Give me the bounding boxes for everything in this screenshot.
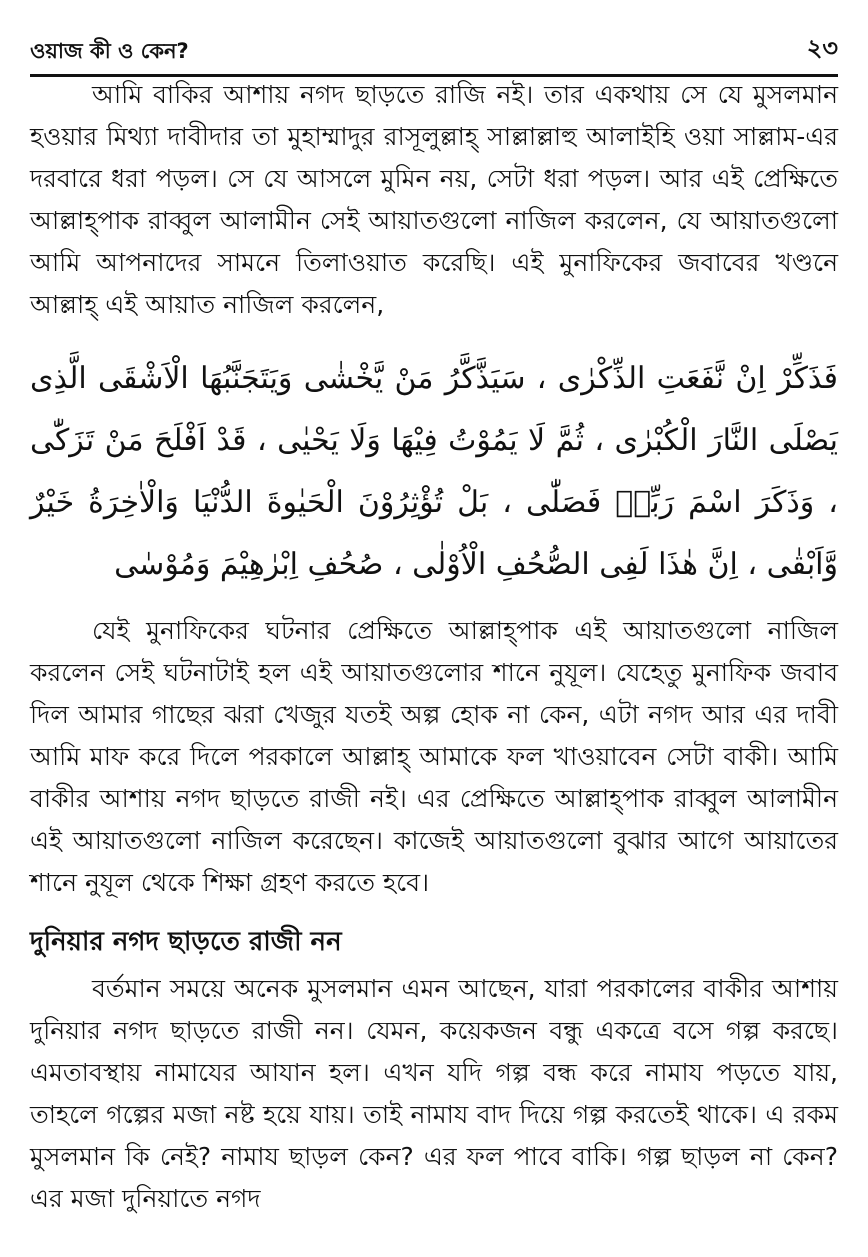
- running-title: ওয়াজ কী ও কেন?: [30, 39, 189, 63]
- arabic-verses: فَذَكِّرْ اِنْ نَّفَعَتِ الذِّكْرٰى ، سَيَذَّكَّرُ مَنْ يَّخْشٰى وَيَتَجَنَّبُهَا الْاَشْقَى الَّذِى يَصْلَى النَّارَ الْكُبْرٰى ، ثُمَّ لَا يَمُوْتُ فِيْهَا وَلَا يَحْيٰى ، قَدْ اَفْلَحَ مَنْ تَزَكّٰى ، وَذَكَرَ اسْمَ رَبِّهٖ فَصَلّٰى ، بَلْ تُؤْثِرُوْنَ الْحَيٰوةَ الدُّنْيَا وَالْاٰخِرَةُ خَيْرٌ وَّاَبْقٰى ، اِنَّ هٰذَا لَفِى الصُّحُفِ الْاُوْلٰى ، صُحُفِ اِبْرٰهِيْمَ وَمُوْسٰى: [30, 361, 838, 582]
- paragraph-3: বর্তমান সময়ে অনেক মুসলমান এমন আছেন, যারা পরকালের বাকীর আশায় দুনিয়ার নগদ ছাড়তে রাজী নন। যেমন, কয়েকজন বন্ধু একত্রে বসে গল্প করছে। এমতাবস্থায় নামাযের আযান হল। এখন যদি গল্প বন্ধ করে নামায পড়তে যায়, তাহলে গল্পের মজা নষ্ট হয়ে যায়। তাই নামায বাদ দিয়ে গল্প করতেই থাকে। এ রকম মুসলমান কি নেই? নামায ছাড়ল কেন? এর ফল পাবে বাকি। গল্প ছাড়ল না কেন? এর মজা দুনিয়াতে নগদ: [30, 974, 838, 1213]
- page-header: [30, 30, 838, 77]
- paragraph-2: যেই মুনাফিকের ঘটনার প্রেক্ষিতে আল্লাহ্পাক এই আয়াতগুলো নাজিল করলেন সেই ঘটনাটাই হল এই আয়াতগুলোর শানে নুযূল। যেহেতু মুনাফিক জবাব দিল আমার গাছের ঝরা খেজুর যতই অল্প হোক না কেন, এটা নগদ আর এর দাবী আমি মাফ করে দিলে পরকালে আল্লাহ্ আমাকে ফল খাওয়াবেন সেটা বাকী। আমি বাকীর আশায় নগদ ছাড়তে রাজী নই। এর প্রেক্ষিতে আল্লাহ্পাক রাব্বুল আলামীন এই আয়াতগুলো নাজিল করেছেন। কাজেই আয়াতগুলো বুঝার আগে আয়াতের শানে নুযূল থেকে শিক্ষা গ্রহণ করতে হবে।: [30, 616, 838, 897]
- page-body: [30, 74, 838, 1220]
- section-heading: দুনিয়ার নগদ ছাড়তে রাজী নন: [30, 927, 342, 957]
- paragraph-1: আমি বাকির আশায় নগদ ছাড়তে রাজি নই। তার একথায় সে যে মুসলমান হওয়ার মিথ্যা দাবীদার তা মুহাম্মাদুর রাসূলুল্লাহ্ সাল্লাল্লাহু আলাইহি ওয়া সাল্লাম-এর দরবারে ধরা পড়ল। সে যে আসলে মুমিন নয়, সেটা ধরা পড়ল। আর এই প্রেক্ষিতে আল্লাহ্পাক রাব্বুল আলামীন সেই আয়াতগুলো নাজিল করলেন, যে আয়াতগুলো আমি আপনাদের সামনে তিলাওয়াত করেছি। এই মুনাফিকের জবাবের খণ্ডনে আল্লাহ্ এই আয়াত নাজিল করলেন,: [30, 80, 838, 319]
- page-number: ২৩: [806, 34, 838, 62]
